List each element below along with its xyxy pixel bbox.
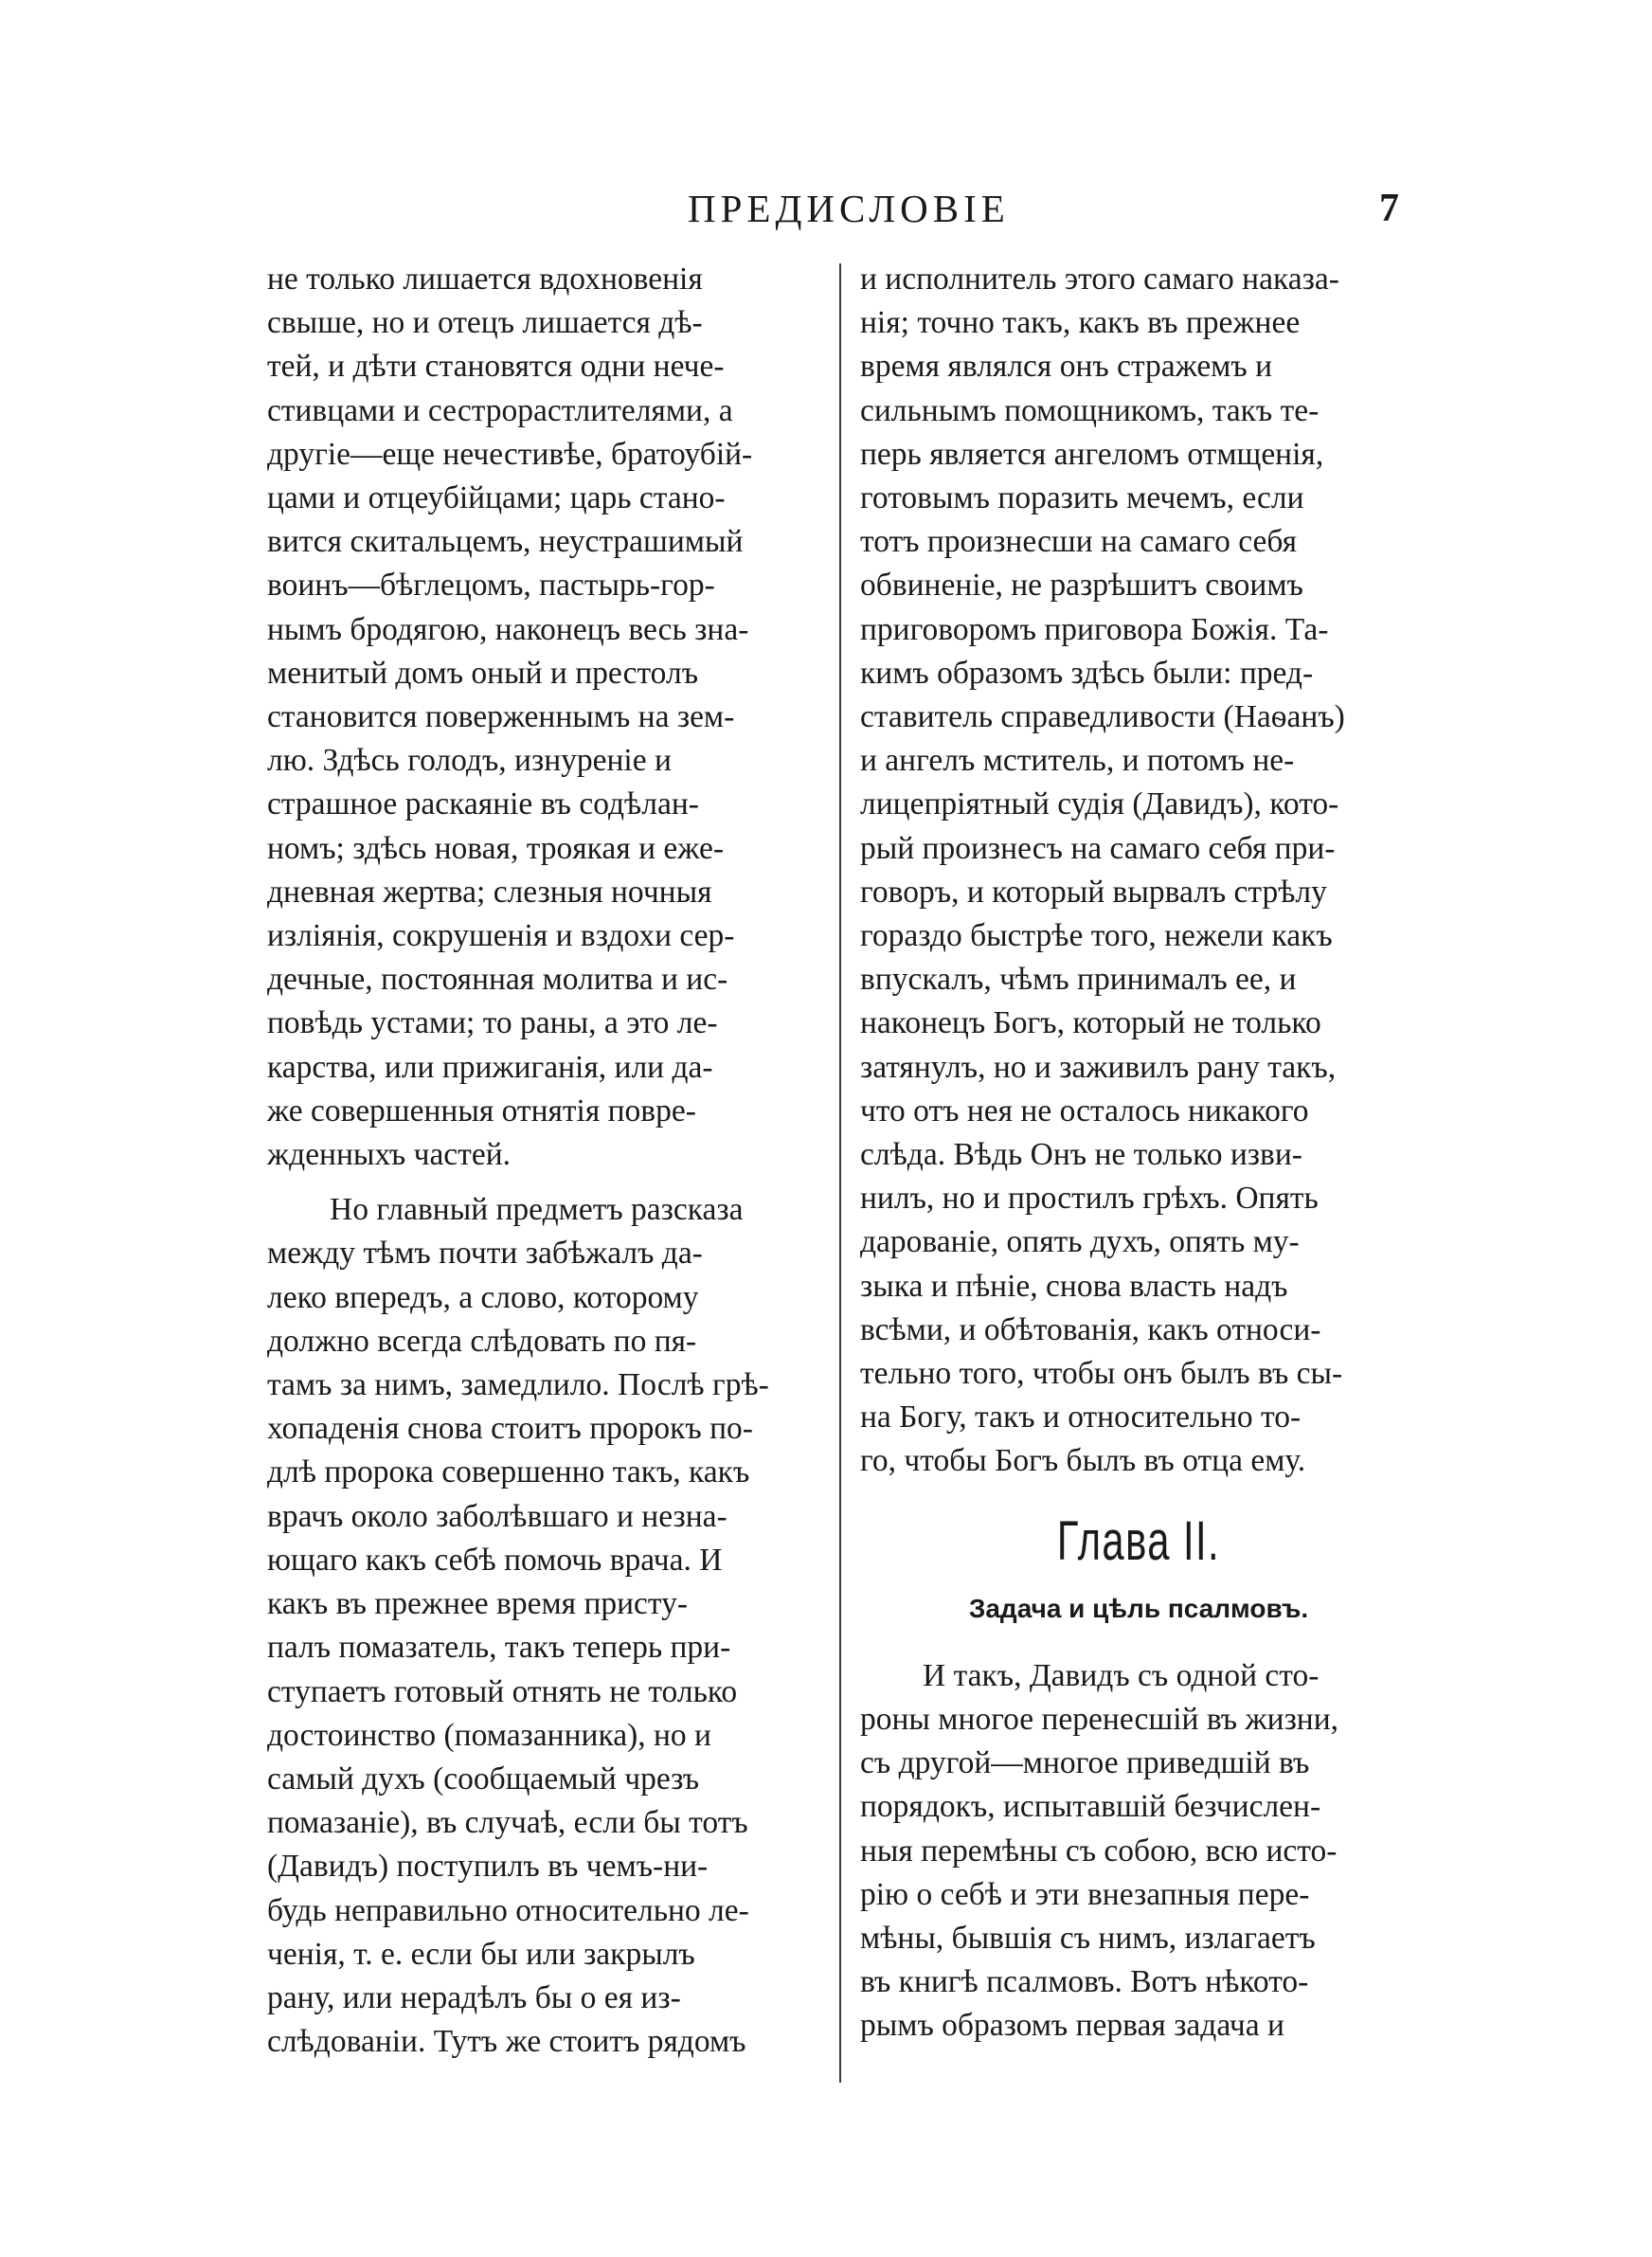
text-line: длѣ пророка совершенно такъ, какъ: [267, 1454, 750, 1490]
text-line: приговоромъ приговора Божія. Та-: [860, 611, 1329, 647]
text-line: страшное раскаяніе въ содѣлан-: [267, 786, 699, 822]
text-line: въ книгѣ псалмовъ. Вотъ нѣкото-: [860, 1964, 1309, 2000]
text-line: ченія, т. е. если бы или закрылъ: [267, 1936, 695, 1972]
text-line: слѣда. Вѣдь Онъ не только изви-: [860, 1137, 1302, 1173]
left-paragraph-2: [267, 1188, 822, 2064]
text-line: номъ; здѣсь новая, трoякая и еже-: [267, 830, 724, 866]
text-line: воинъ—бѣглецомъ, пастырь-гор-: [267, 568, 715, 604]
text-line: наконецъ Богъ, который не только: [860, 1005, 1321, 1041]
text-line: что отъ нея не осталось никакого: [860, 1092, 1309, 1128]
chapter-title: Глава II.: [1056, 1509, 1221, 1572]
text-line: будь неправильно относительно ле-: [267, 1892, 749, 1928]
right-paragraph-2: [860, 1654, 1417, 2049]
text-line: затянулъ, но и заживилъ рану такъ,: [860, 1049, 1337, 1085]
text-line: изліянія, сокрушенія и вздохи сер-: [267, 918, 735, 954]
text-line: зыка и пѣніе, снова власть надъ: [860, 1268, 1288, 1304]
text-line: на Богу, такъ и относительно то-: [860, 1399, 1302, 1435]
text-line: свыше, но и отецъ лишается дѣ-: [267, 305, 703, 341]
text-line: го, чтобы Богъ былъ въ отца ему.: [860, 1443, 1306, 1479]
text-line: впускалъ, чѣмъ принималъ ее, и: [860, 962, 1297, 998]
text-line: всѣми, и обѣтованія, какъ относи-: [860, 1311, 1321, 1347]
text-line: лицепріятный судія (Давидъ), кото-: [860, 786, 1339, 822]
text-line: И такъ, Давидъ съ одной сто-: [923, 1657, 1320, 1693]
text-line: вится скитальцемъ, неустрашимый: [267, 524, 744, 560]
text-line: жденныхъ частей.: [267, 1137, 511, 1173]
text-line: дечные, постоянная молитва и ис-: [267, 962, 728, 998]
right-paragraph-1: [860, 258, 1417, 1484]
text-line: тотъ произнесши на самаго себя: [860, 524, 1297, 560]
text-line: цами и отцеубійцами; царь стано-: [267, 480, 726, 516]
text-line: перь является ангеломъ отмщенія,: [860, 436, 1324, 472]
text-line: рый произнесъ на самаго себя при-: [860, 830, 1336, 866]
text-line: дневная жертва; слезныя ночныя: [267, 874, 712, 910]
text-line: помазаніе), въ случаѣ, если бы тотъ: [267, 1805, 748, 1841]
text-line: тей, и дѣти становятся одни нече-: [267, 349, 725, 385]
column-divider: [839, 263, 841, 2083]
text-line: достоинство (помазанника), но и: [267, 1717, 711, 1753]
text-line: врачъ около заболѣвшаго и незна-: [267, 1498, 727, 1534]
text-line: слѣдованіи. Тутъ же стоитъ рядомъ: [267, 2024, 746, 2060]
text-line: нымъ бродягою, наконецъ весь зна-: [267, 611, 749, 647]
text-line: (Давидъ) поступилъ въ чемъ-ни-: [267, 1849, 709, 1885]
text-line: роны многое перенесшій въ жизни,: [860, 1701, 1339, 1737]
text-line: должно всегда слѣдовать по пя-: [267, 1323, 697, 1359]
text-line: нилъ, но и простилъ грѣхъ. Опять: [860, 1181, 1319, 1217]
text-line: ющаго какъ себѣ помочь врача. И: [267, 1542, 723, 1578]
running-header: [0, 180, 1652, 237]
running-title: ПРЕДИСЛОВІЕ: [688, 187, 1010, 230]
left-column: [267, 258, 822, 2064]
text-line: рымъ образомъ первая задача и: [860, 2008, 1284, 2044]
left-paragraph-1: [267, 258, 822, 1177]
text-line: говоръ, и который вырвалъ стрѣлу: [860, 874, 1327, 910]
text-line: и исполнитель этого самаго наказа-: [860, 262, 1339, 297]
text-line: не только лишается вдохновенія: [267, 262, 703, 297]
text-line: и ангелъ мститель, и потомъ не-: [860, 743, 1295, 779]
text-line: лю. Здѣсь голодъ, изнуреніе и: [267, 743, 672, 779]
text-line: палъ помазатель, такъ теперь при-: [267, 1630, 731, 1666]
text-line: съ другой—многое приведшій въ: [860, 1745, 1310, 1781]
text-line: тамъ за нимъ, замедлило. Послѣ грѣ-: [267, 1367, 769, 1403]
text-line: время являлся онъ стражемъ и: [860, 349, 1273, 385]
text-line: какъ въ прежнее время присту-: [267, 1586, 689, 1622]
text-line: порядокъ, испытавшій безчислен-: [860, 1789, 1321, 1825]
text-line: леко впередъ, а слово, которому: [267, 1279, 699, 1315]
text-line: же совершенныя отнятія повре-: [267, 1092, 696, 1128]
page-number: 7: [1379, 187, 1399, 230]
text-line: сильнымъ помощникомъ, такъ те-: [860, 392, 1320, 428]
text-line: становится поверженнымъ на зем-: [267, 699, 735, 735]
text-line: рану, или нерадѣлъ бы о ея из-: [267, 1979, 681, 2015]
text-line: карства, или прижиганія, или да-: [267, 1049, 713, 1085]
text-line: самый духъ (сообщаемый чрезъ: [267, 1760, 700, 1797]
text-line: менитый домъ оный и престолъ: [267, 655, 699, 691]
text-line: хопаденія снова стоитъ пророкъ по-: [267, 1411, 753, 1447]
text-line: повѣдь устами; то раны, а это ле-: [267, 1005, 718, 1041]
text-line: мѣны, бывшія съ нимъ, излагаетъ: [860, 1920, 1316, 1956]
text-line: между тѣмъ почти забѣжалъ да-: [267, 1236, 703, 1272]
text-line: нія; точно такъ, какъ въ прежнее: [860, 305, 1301, 341]
text-line: ступаетъ готовый отнять не только: [267, 1673, 738, 1709]
text-line: готовымъ поразить мечемъ, если: [860, 480, 1304, 516]
text-line: Но главный предметъ разсказа: [330, 1192, 744, 1228]
text-line: рію о себѣ и эти внезапныя пере-: [860, 1876, 1310, 1912]
text-line: гораздо быстрѣе того, нежели какъ: [860, 918, 1333, 954]
text-line: другіе—еще нечестивѣе, братоубій-: [267, 436, 753, 472]
paragraph-gap: [267, 1177, 822, 1188]
text-line: ныя перемѣны съ собою, всю исто-: [860, 1833, 1338, 1869]
text-line: стивцами и сестрорастлителями, а: [267, 392, 733, 428]
chapter-subtitle: Задача и цѣль псалмовъ.: [968, 1593, 1309, 1623]
text-line: обвиненіе, не разрѣшитъ своимъ: [860, 568, 1303, 604]
right-column: [860, 258, 1417, 2049]
text-line: тельно того, чтобы онъ былъ въ сы-: [860, 1356, 1343, 1392]
text-line: дарованіе, опять духъ, опять му-: [860, 1224, 1300, 1260]
text-line: кимъ образомъ здѣсь были: пред-: [860, 655, 1314, 691]
text-line: ставитель справедливости (Наѳанъ): [860, 699, 1345, 735]
